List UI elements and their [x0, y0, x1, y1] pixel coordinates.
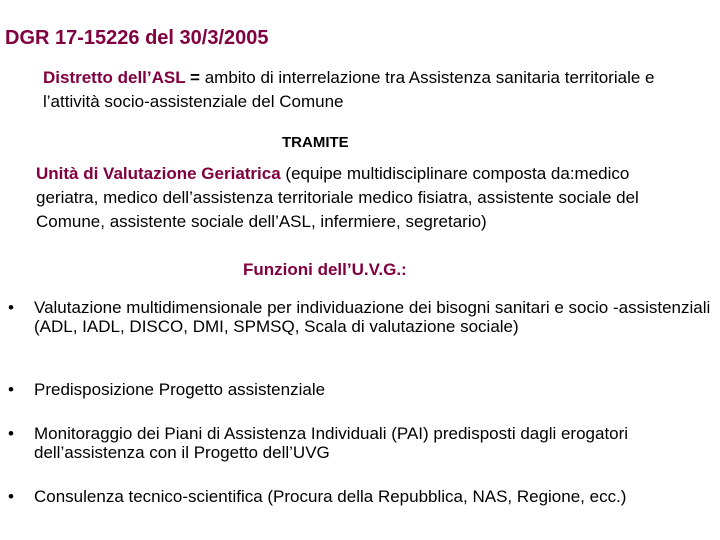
list-item-text: Predisposizione Progetto assistenziale: [34, 380, 326, 399]
distretto-text: ambito di interrelazione tra Assistenza sanitaria territoriale e l’attività socio-assistenziale del Comune: [43, 68, 655, 111]
bullet-icon: •: [8, 424, 14, 443]
list-item-text: Monitoraggio dei Piani di Assistenza Individuali (PAI) predisposti dagli erogatori dell’assistenza con il Progetto dell’UVG: [34, 424, 629, 462]
uvg-text: (equipe multidisciplinare composta da:medico geriatra, medico dell’assistenza territoriale medico fisiatra, assistente sociale del Comune, assistente sociale dell’ASL, infermiere, segretario): [36, 164, 639, 231]
bullet-icon: •: [8, 487, 14, 506]
funzioni-heading: Funzioni dell’U.V.G.:: [243, 260, 407, 279]
list-item-text: Consulenza tecnico-scientifica (Procura della Repubblica, NAS, Regione, ecc.): [34, 487, 627, 506]
uvg-term: Unità di Valutazione Geriatrica: [36, 164, 281, 183]
tramite-label: TRAMITE: [282, 134, 349, 151]
distretto-definition: [43, 66, 703, 114]
list-item-text: Valutazione multidimensionale per individuazione dei bisogni sanitari e socio -assistenziali (ADL, IADL, DISCO, DMI, SPMSQ, Scala di valutazione sociale): [34, 298, 711, 336]
distretto-equals: =: [185, 68, 205, 87]
bullet-icon: •: [8, 298, 14, 317]
bullet-icon: •: [8, 380, 14, 399]
uvg-definition: [36, 162, 696, 234]
distretto-term: Distretto dell’ASL: [43, 68, 186, 87]
page-title: DGR 17-15226 del 30/3/2005: [5, 27, 269, 49]
